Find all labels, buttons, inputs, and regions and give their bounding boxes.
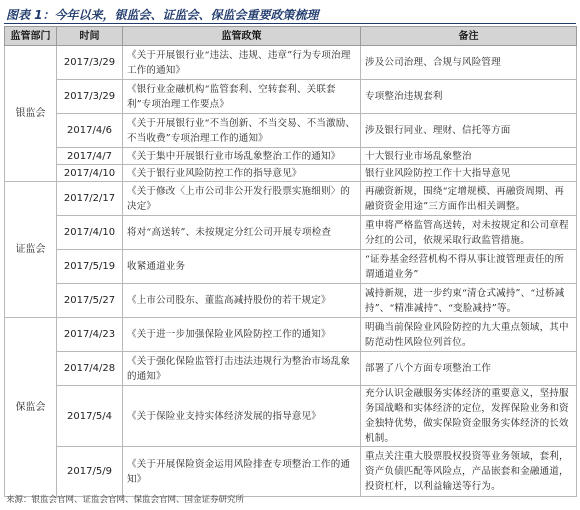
policy-cell: 将对“高送转”、未按规定分红公司开展专项检查 [123,216,361,250]
date-cell: 2017/4/28 [57,352,123,386]
date-cell: 2017/4/10 [57,165,123,182]
note-cell: 涉及银行同业、理财、信托等方面 [361,114,577,148]
note-cell: 重申将严格监管高送转，对未按规定和公司章程分红的公司，依规采取行政监管措施。 [361,216,577,250]
date-cell: 2017/4/6 [57,114,123,148]
table-row [5,216,577,250]
note-cell: 充分认识金融服务实体经济的重要意义，坚持服务国战略和实体经济的定位，发挥保险业务和资金独特优势，做实保险资金服务实体经济的长效机制。 [361,386,577,447]
date-cell: 2017/2/17 [57,182,123,216]
policy-cell: 《关于开展保险资金运用风险排查专项整治工作的通知》 [123,447,361,497]
header-dept: 监管部门 [5,27,57,46]
table-row [5,80,577,114]
date-cell: 2017/3/29 [57,80,123,114]
table-row [5,114,577,148]
table-row [5,284,577,318]
note-cell: 部署了八个方面专项整治工作 [361,352,577,386]
note-cell: 重点关注重大股票股权投资等业务领域，套利，资产负债匹配等风险点，产品嵌套和金融通道，投资杠杆，以利益输送等行为。 [361,447,577,497]
table-row [5,318,577,352]
date-cell: 2017/4/10 [57,216,123,250]
policy-cell: 《关于保险业支持实体经济发展的指导意见》 [123,386,361,447]
note-cell: 明确当前保险业风险防控的九大重点领域，其中防范动性风险位列首位。 [361,318,577,352]
table-row [5,447,577,497]
policy-cell: 《银行业金融机构“监管套利、空转套利、关联套利”专项治理工作要点》 [123,80,361,114]
note-cell: 专项整治违规套利 [361,80,577,114]
table-row [5,182,577,216]
header-note: 备注 [361,27,577,46]
dept-cell: 银监会 [5,46,57,182]
policy-cell: 《关于修改〈上市公司非公开发行股票实施细则〉的决定》 [123,182,361,216]
date-cell: 2017/5/19 [57,250,123,284]
title-rule [4,23,576,24]
figure-title: 图表 1：今年以来，银监会、证监会、保监会重要政策梳理 [6,8,319,22]
date-cell: 2017/5/4 [57,386,123,447]
policy-cell: 《上市公司股东、董监高减持股份的若干规定》 [123,284,361,318]
header-date: 时间 [57,27,123,46]
date-cell: 2017/3/29 [57,46,123,80]
date-cell: 2017/5/9 [57,447,123,497]
table-row [5,250,577,284]
table-row [5,386,577,447]
header-policy: 监管政策 [123,27,361,46]
date-cell: 2017/4/23 [57,318,123,352]
note-cell: 再融资新规，围绕“定增规模、再融资周期、再融资资金用途”三方面作出相关调整。 [361,182,577,216]
policy-cell: 《关于开展银行业“违法、违规、违章”行为专项治理工作的通知》 [123,46,361,80]
table-row [5,148,577,165]
note-cell: 银行业风险防控工作十大指导意见 [361,165,577,182]
policy-cell: 《关于开展银行业“不当创新、不当交易、不当激励、不当收费”专项治理工作的通知》 [123,114,361,148]
policy-cell: 《关于强化保险监管打击违法违规行为整治市场乱象的通知》 [123,352,361,386]
table-row [5,46,577,80]
note-cell: “证券基金经营机构不得从事让渡管理责任的所谓通道业务” [361,250,577,284]
table-row [5,165,577,182]
note-cell: 减持新规，进一步约束“清仓式减持”、“过桥减持”、“精准减持”、“变脸减持”等。 [361,284,577,318]
date-cell: 2017/5/27 [57,284,123,318]
policy-cell: 《关于进一步加强保险业风险防控工作的通知》 [123,318,361,352]
dept-cell: 保监会 [5,318,57,497]
note-cell: 十大银行业市场乱象整治 [361,148,577,165]
table-header-row [5,27,577,46]
source-note: 来源：银监会官网、证监会官网、保监会官网、国金证券研究所 [6,495,245,505]
policy-cell: 《关于集中开展银行业市场乱象整治工作的通知》 [123,148,361,165]
dept-cell: 证监会 [5,182,57,318]
policy-cell: 收紧通道业务 [123,250,361,284]
note-cell: 涉及公司治理、合规与风险管理 [361,46,577,80]
policy-cell: 《关于银行业风险防控工作的指导意见》 [123,165,361,182]
table-row [5,352,577,386]
policy-table [4,26,577,497]
date-cell: 2017/4/7 [57,148,123,165]
